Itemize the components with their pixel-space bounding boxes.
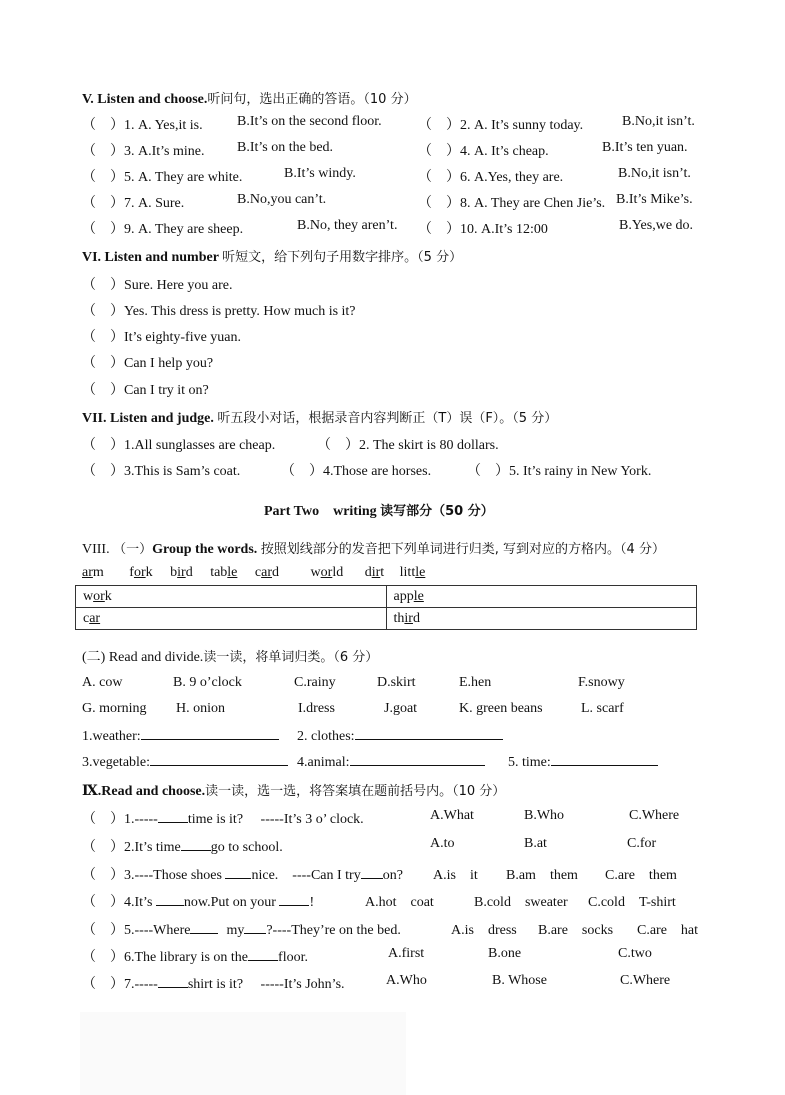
word-arm: arm <box>82 565 104 580</box>
option-c: C.rainy <box>294 675 336 690</box>
word-list <box>82 565 425 581</box>
blank[interactable] <box>181 838 211 851</box>
s7-q1: （ ）1.All sunglasses are cheap. <box>82 438 276 453</box>
s7-q5: （ ）5. It’s rainy in New York. <box>467 464 652 479</box>
s9-q5-c: C.are hat <box>637 923 699 938</box>
option-e: E.hen <box>459 675 492 690</box>
option-b: B. 9 o’clock <box>173 675 242 690</box>
s9-q7: （ ）7.----- shirt is it? -----It’s John’s. <box>82 977 345 992</box>
weather-blank[interactable] <box>141 727 279 740</box>
section-read-divide-title: (二) Read and divide.读一读，将单词归类。（6 分） <box>82 650 379 665</box>
s5-q7: （ ）7. A. Sure. <box>82 196 185 211</box>
s5-q4: （ ）4. A. It’s cheap. <box>418 144 549 159</box>
table-row <box>76 586 697 608</box>
option-h: H. onion <box>176 701 225 716</box>
section-vii-title: VII. Listen and judge. 听五段小对话，根据录音内容判断正（T）误（F）。（5 分） <box>82 411 558 426</box>
s5-q9: （ ）9. A. They are sheep. <box>82 222 244 237</box>
word-dirt: dirt <box>364 565 385 580</box>
s5-q1: （ ）1. A. Yes,it is. <box>82 118 203 133</box>
category-animal: 4.animal: <box>297 753 485 771</box>
word-world: world <box>310 565 344 580</box>
s9-q6-a: A.first <box>388 946 425 961</box>
s9-q2: （ ）2.It’s time go to school. <box>82 840 283 855</box>
animal-blank[interactable] <box>350 753 485 766</box>
s9-q7-c: C.Where <box>620 973 671 988</box>
option-f: F.snowy <box>578 675 625 690</box>
option-k: K. green beans <box>459 701 543 716</box>
s5-q8: （ ）8. A. They are Chen Jie’s. <box>418 196 606 211</box>
faded-area <box>80 1012 406 1095</box>
s5-q7-b: B.No,you can’t. <box>237 192 327 207</box>
part-two-heading: Part Two writing 读写部分（50 分） <box>264 504 494 519</box>
s5-q3-b: B.It’s on the bed. <box>237 140 334 155</box>
s7-q2: （ ）2. The skirt is 80 dollars. <box>317 438 499 453</box>
word-fork: fork <box>129 565 153 580</box>
section-viii-title: VIII. （一）Group the words. 按照划线部分的发音把下列单词进行归类, 写到对应的方格内。（4 分） <box>82 542 665 557</box>
s6-item-3: （ ）It’s eighty-five yuan. <box>82 330 242 345</box>
s7-q4: （ ）4.Those are horses. <box>281 464 432 479</box>
blank[interactable] <box>158 975 188 988</box>
s9-q2-c: C.for <box>627 836 657 851</box>
s7-q3: （ ）3.This is Sam’s coat. <box>82 464 241 479</box>
section-vi-title: VI. Listen and number 听短文，给下列句子用数字排序。（5 分） <box>82 250 463 265</box>
s9-q3: （ ）3.----Those shoes nice. ----Can I try on? <box>82 868 403 883</box>
category-vegetable: 3.vegetable: <box>82 753 288 771</box>
option-g: G. morning <box>82 701 147 716</box>
category-clothes: 2. clothes: <box>297 727 503 745</box>
s5-q4-b: B.It’s ten yuan. <box>602 140 688 155</box>
s9-q5-a: A.is dress <box>451 923 517 938</box>
s5-q2-b: B.No,it isn’t. <box>622 114 695 129</box>
section-ix-title: Ⅸ.Read and choose.读一读，选一选，将答案填在题前括号内。（10 分） <box>82 784 506 799</box>
s9-q6-b: B.one <box>488 946 522 961</box>
s6-item-4: （ ）Can I help you? <box>82 356 214 371</box>
s6-item-2: （ ）Yes. This dress is pretty. How much is it? <box>82 304 356 319</box>
blank[interactable] <box>361 866 383 879</box>
s9-q2-b: B.at <box>524 836 547 851</box>
category-time: 5. time: <box>508 753 658 771</box>
blank[interactable] <box>244 921 266 934</box>
word-little: little <box>399 565 426 580</box>
clothes-blank[interactable] <box>355 727 503 740</box>
word-card: card <box>254 565 280 580</box>
time-blank[interactable] <box>551 753 658 766</box>
s5-q2: （ ）2. A. It’s sunny today. <box>418 118 584 133</box>
s6-item-1: （ ）Sure. Here you are. <box>82 278 233 293</box>
section-v-title: V. Listen and choose.听问句，选出正确的答语。（10 分） <box>82 92 417 107</box>
s9-q1-a: A.What <box>430 808 474 823</box>
s9-q7-b: B. Whose <box>492 973 547 988</box>
s9-q5-b: B.are socks <box>538 923 614 938</box>
word-table: table <box>210 565 238 580</box>
s5-q10: （ ）10. A.It’s 12:00 <box>418 222 548 237</box>
option-l: L. scarf <box>581 701 624 716</box>
s9-q2-a: A.to <box>430 836 455 851</box>
s9-q4-c: C.cold T-shirt <box>588 895 676 910</box>
s9-q1: （ ）1.----- time is it? -----It’s 3 o’ clock. <box>82 812 364 827</box>
blank[interactable] <box>158 810 188 823</box>
option-j: J.goat <box>384 701 418 716</box>
s9-q4: （ ）4.It’s now.Put on your ! <box>82 895 315 910</box>
s9-q4-b: B.cold sweater <box>474 895 568 910</box>
s9-q3-a: A.is it <box>433 868 478 883</box>
s9-q4-a: A.hot coat <box>365 895 434 910</box>
word-group-table <box>75 585 697 630</box>
option-i: I.dress <box>298 701 335 716</box>
s9-q6-c: C.two <box>618 946 652 961</box>
s9-q3-c: C.are them <box>605 868 677 883</box>
s5-q10-b: B.Yes,we do. <box>619 218 694 233</box>
cell-car[interactable]: car <box>76 608 387 630</box>
option-a: A. cow <box>82 675 123 690</box>
s5-q9-b: B.No, they aren’t. <box>297 218 398 233</box>
blank[interactable] <box>279 893 309 906</box>
s5-q6-b: B.No,it isn’t. <box>618 166 691 181</box>
blank[interactable] <box>190 921 218 934</box>
s9-q6: （ ）6.The library is on the floor. <box>82 950 308 965</box>
option-d: D.skirt <box>377 675 416 690</box>
s5-q5-b: B.It’s windy. <box>284 166 356 181</box>
word-bird: bird <box>170 565 193 580</box>
s5-q8-b: B.It’s Mike’s. <box>616 192 693 207</box>
blank[interactable] <box>225 866 251 879</box>
table-row <box>76 608 697 630</box>
s5-q1-b: B.It’s on the second floor. <box>237 114 382 129</box>
s5-q6: （ ）6. A.Yes, they are. <box>418 170 564 185</box>
s9-q1-c: C.Where <box>629 808 680 823</box>
vegetable-blank[interactable] <box>150 753 288 766</box>
s9-q3-b: B.am them <box>506 868 578 883</box>
blank[interactable] <box>156 893 184 906</box>
cell-apple[interactable]: apple <box>386 586 697 608</box>
cell-work[interactable]: work <box>76 586 387 608</box>
blank[interactable] <box>248 948 278 961</box>
s6-item-5: （ ）Can I try it on? <box>82 383 209 398</box>
s9-q7-a: A.Who <box>386 973 427 988</box>
cell-third[interactable]: third <box>386 608 697 630</box>
category-weather: 1.weather: <box>82 727 279 745</box>
s5-q5: （ ）5. A. They are white. <box>82 170 243 185</box>
s5-q3: （ ）3. A.It’s mine. <box>82 144 205 159</box>
s9-q1-b: B.Who <box>524 808 565 823</box>
s9-q5: （ ）5.----Where my ?----They’re on the bed. <box>82 923 401 938</box>
